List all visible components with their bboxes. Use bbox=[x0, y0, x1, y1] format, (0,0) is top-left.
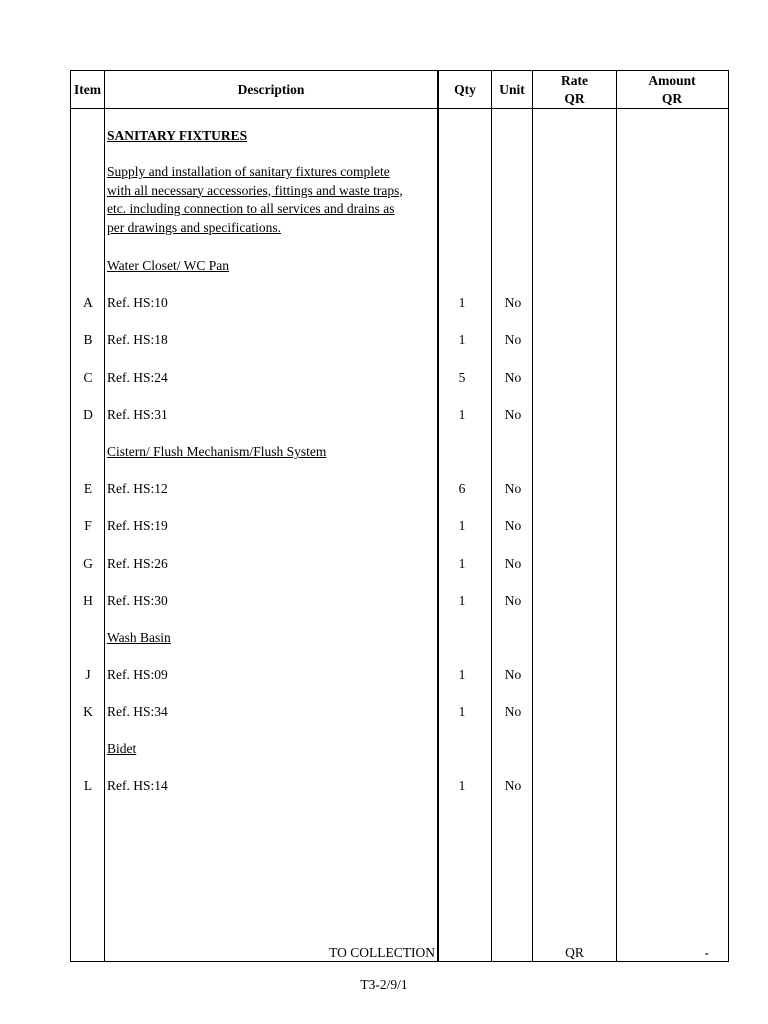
item-code: J bbox=[85, 667, 91, 682]
item-description: Ref. HS:14 bbox=[107, 778, 168, 793]
group-heading: Cistern/ Flush Mechanism/Flush System bbox=[107, 444, 327, 459]
item-code: C bbox=[83, 370, 93, 385]
item-description: Ref. HS:24 bbox=[107, 370, 168, 385]
column-divider bbox=[104, 71, 105, 961]
section-description: Supply and installation of sanitary fixtures complete with all necessary accessories, fittings and waste traps, etc. including connection to all services and drains as per drawings and specifications. bbox=[107, 164, 403, 235]
collection-currency: QR bbox=[565, 945, 584, 960]
group-heading: Wash Basin bbox=[107, 630, 171, 645]
group-heading: Water Closet/ WC Pan bbox=[107, 258, 230, 273]
item-unit: No bbox=[504, 370, 522, 385]
item-unit: No bbox=[504, 667, 522, 682]
item-code: A bbox=[83, 295, 93, 310]
column-divider bbox=[532, 71, 533, 961]
column-divider bbox=[616, 71, 617, 961]
item-qty: 1 bbox=[458, 295, 466, 310]
header-unit: Unit bbox=[499, 81, 525, 97]
item-description: Ref. HS:19 bbox=[107, 518, 168, 533]
item-qty: 1 bbox=[458, 332, 466, 347]
item-code: L bbox=[83, 778, 93, 793]
item-unit: No bbox=[504, 332, 522, 347]
section-title: SANITARY FIXTURES bbox=[107, 128, 248, 143]
item-code: G bbox=[83, 556, 93, 571]
header-qty: Qty bbox=[454, 81, 476, 97]
item-unit: No bbox=[504, 593, 522, 608]
item-description: Ref. HS:18 bbox=[107, 332, 168, 347]
column-divider bbox=[437, 71, 439, 961]
item-qty: 1 bbox=[458, 667, 466, 682]
item-qty: 1 bbox=[458, 593, 466, 608]
item-description: Ref. HS:12 bbox=[107, 481, 168, 496]
item-description: Ref. HS:34 bbox=[107, 704, 168, 719]
item-code: K bbox=[83, 704, 93, 719]
item-qty: 1 bbox=[458, 778, 466, 793]
collection-amount: - bbox=[704, 945, 709, 960]
item-code: D bbox=[83, 407, 93, 422]
page-number: T3-2/9/1 bbox=[360, 977, 408, 992]
item-unit: No bbox=[504, 295, 522, 310]
item-description: Ref. HS:31 bbox=[107, 407, 168, 422]
group-heading: Bidet bbox=[107, 741, 137, 756]
item-description: Ref. HS:26 bbox=[107, 556, 168, 571]
item-description: Ref. HS:09 bbox=[107, 667, 168, 682]
item-qty: 1 bbox=[458, 407, 466, 422]
item-description: Ref. HS:30 bbox=[107, 593, 168, 608]
item-code: E bbox=[83, 481, 93, 496]
header-item: Item bbox=[74, 81, 101, 97]
item-qty: 1 bbox=[458, 704, 466, 719]
collection-label: TO COLLECTION bbox=[329, 945, 435, 960]
item-unit: No bbox=[504, 556, 522, 571]
header-amount: Amount QR bbox=[648, 72, 696, 106]
item-code: F bbox=[84, 518, 92, 533]
header-description: Description bbox=[237, 81, 305, 97]
header-rate: Rate QR bbox=[561, 72, 588, 106]
column-divider bbox=[491, 71, 492, 961]
item-unit: No bbox=[504, 481, 522, 496]
item-code: H bbox=[83, 593, 93, 608]
item-description: Ref. HS:10 bbox=[107, 295, 168, 310]
item-code: B bbox=[83, 332, 93, 347]
item-unit: No bbox=[504, 407, 522, 422]
item-qty: 5 bbox=[458, 370, 466, 385]
item-unit: No bbox=[504, 518, 522, 533]
item-unit: No bbox=[504, 704, 522, 719]
item-qty: 1 bbox=[458, 518, 466, 533]
item-qty: 1 bbox=[458, 556, 466, 571]
header-divider bbox=[71, 108, 728, 109]
boq-table bbox=[70, 70, 729, 962]
item-qty: 6 bbox=[458, 481, 466, 496]
item-unit: No bbox=[504, 778, 522, 793]
